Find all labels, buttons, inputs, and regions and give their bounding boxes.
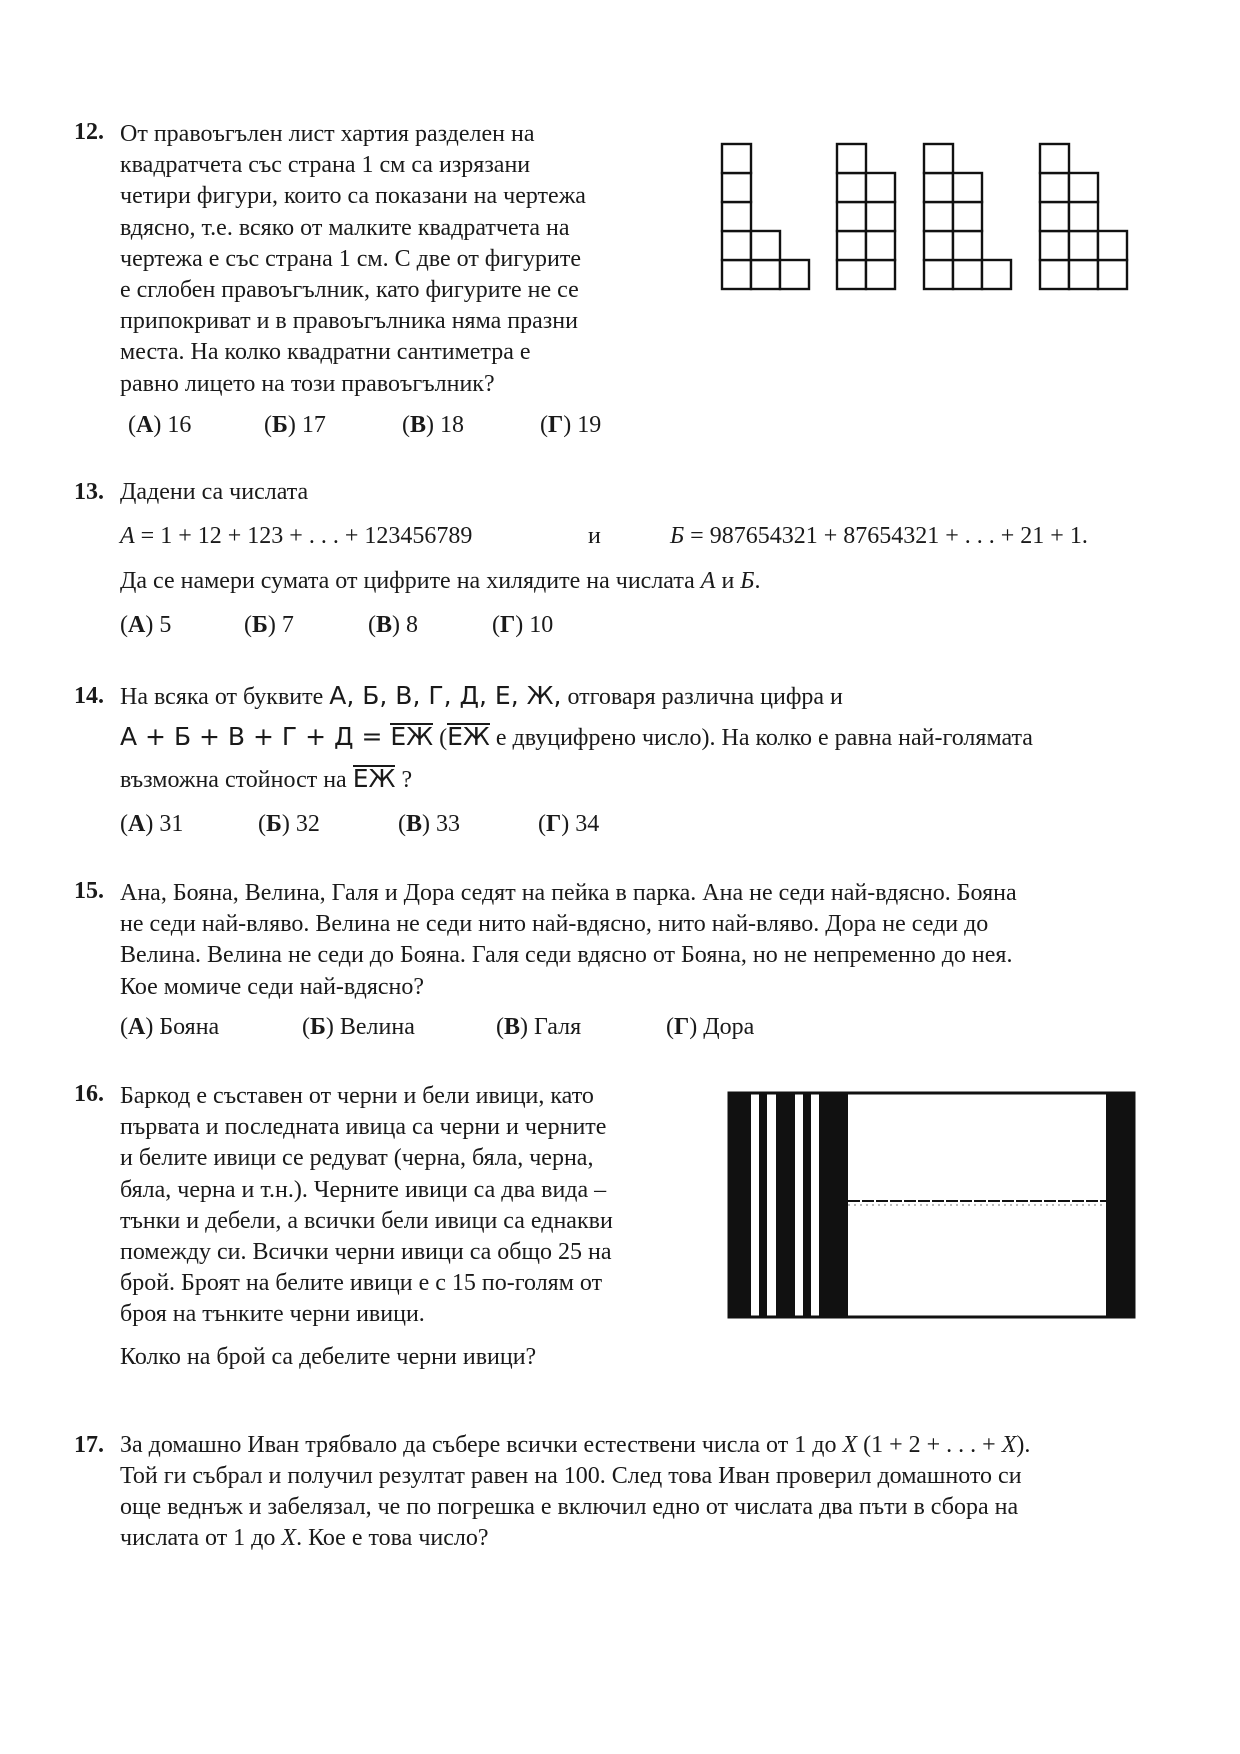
option-b: (Б) Велина [302, 1014, 415, 1040]
grid-cell [982, 260, 1011, 289]
question-number-14: 14. [74, 683, 104, 709]
question-17-line-3: още веднъж и забелязал, че по погрешка е включил едно от числата два пъти в сбора на [120, 1494, 1019, 1520]
grid-cell [837, 231, 866, 260]
grid-cell [1040, 144, 1069, 173]
grid-cell [722, 231, 751, 260]
grid-cell [866, 260, 895, 289]
conjunction-and: и [588, 523, 601, 549]
barcode-thick-stripe [819, 1093, 848, 1317]
grid-cell [1069, 231, 1098, 260]
grid-cell [722, 202, 751, 231]
grid-cell [924, 144, 953, 173]
grid-cell [953, 202, 982, 231]
option-d: (Г) Дора [666, 1014, 755, 1040]
grid-cell [837, 144, 866, 173]
question-12-line: четири фигури, които са показани на чертежа [120, 183, 586, 210]
grid-cell [953, 173, 982, 202]
option-a: (А) Бояна [120, 1014, 220, 1040]
grid-cell [722, 144, 751, 173]
question-12-line: квадратчета със страна 1 см са изрязани [120, 152, 531, 179]
grid-cell [722, 173, 751, 202]
question-15-line: Велина. Велина не седи до Бояна. Галя седи вдясно от Бояна, но не непременно до нея. [120, 942, 1013, 969]
barcode-thick-stripe [776, 1093, 795, 1317]
grid-cell [1040, 173, 1069, 202]
number-b-definition: Б = 987654321 + 87654321 + . . . + 21 + 1. [670, 523, 1088, 549]
ezh-overline: ЕЖ [352, 764, 396, 793]
barcode-thin-stripe [759, 1093, 767, 1317]
question-17-line-1: За домашно Иван трябвало да събере всички естествени числа от 1 до X (1 + 2 + . . . + X). [120, 1432, 1031, 1458]
option-b: (Б) 17 [264, 412, 326, 438]
grid-cell [722, 260, 751, 289]
barcode-thin-stripe [803, 1093, 811, 1317]
grid-figure [722, 144, 809, 289]
ezh-overline: ЕЖ [390, 722, 434, 751]
grid-cell [1098, 260, 1127, 289]
question-14-line-3: възможна стойност на ЕЖ ? [120, 764, 413, 793]
option-c: (В) 18 [402, 412, 465, 438]
question-number-12: 12. [74, 119, 104, 145]
option-a: (А) 31 [120, 811, 184, 837]
option-c: (В) Галя [496, 1014, 582, 1040]
option-b: (Б) 32 [258, 811, 320, 837]
option-a: (А) 5 [120, 612, 172, 638]
question-16-line: брой. Броят на белите ивици е с 15 по-голям от [120, 1270, 603, 1297]
grid-cell [866, 231, 895, 260]
barcode-thick-stripe [729, 1093, 751, 1317]
grid-figure [1040, 144, 1127, 289]
question-15-text [120, 878, 1160, 1003]
grid-cell [924, 202, 953, 231]
number-a-definition: A = 1 + 12 + 123 + . . . + 123456789 [120, 523, 473, 549]
question-16-line: помежду си. Всички черни ивици са общо 25 на [120, 1239, 612, 1266]
question-number-16: 16. [74, 1081, 104, 1107]
option-d: (Г) 19 [540, 412, 602, 438]
grid-cell [924, 260, 953, 289]
grid-cell [1040, 231, 1069, 260]
grid-cell [751, 260, 780, 289]
grid-cell [1069, 260, 1098, 289]
grid-cell [837, 202, 866, 231]
question-16-line: и белите ивици се редуват (черна, бяла, черна, [120, 1145, 594, 1172]
question-17-line-4: числата от 1 до X. Кое е това число? [120, 1525, 489, 1551]
grid-cell [924, 231, 953, 260]
grid-cell [780, 260, 809, 289]
question-14-line-1: На всяка от буквите А, Б, В, Г, Д, Е, Ж, отговаря различна цифра и [120, 681, 843, 710]
question-15-line: Кое момиче седи най-вдясно? [120, 973, 425, 1000]
question-16-line: бяла, черна и т.н.). Черните ивици са два вида – [120, 1176, 607, 1203]
question-16-line: първата и последната ивица са черни и черните [120, 1114, 607, 1141]
question-14-line-2: А + Б + В + Г + Д = ЕЖ (ЕЖ е двуцифрено число). На колко е равна най-голямата [120, 722, 1033, 751]
question-13-question: Да се намери сумата от цифрите на хилядите на числата A и Б. [120, 568, 761, 594]
question-number-15: 15. [74, 878, 104, 904]
grid-cell [1098, 231, 1127, 260]
question-number-17: 17. [74, 1432, 104, 1458]
question-15-line: не седи най-вляво. Велина не седи нито най-вдясно, нито най-вляво. Дора не седи до [120, 911, 989, 938]
grid-cell [1069, 202, 1098, 231]
question-17-line-2: Той ги събрал и получил резултат равен на 100. След това Иван проверил домашното си [120, 1463, 1022, 1489]
question-15-line: Ана, Бояна, Велина, Галя и Дора седят на пейка в парка. Ана не седи най-вдясно. Бояна [120, 880, 1017, 906]
question-13-intro: Дадени са числата [120, 479, 309, 505]
question-16-line: тънки и дебели, а всички бели ивици са еднакви [120, 1207, 613, 1234]
option-c: (В) 33 [398, 811, 461, 837]
grid-cell [924, 173, 953, 202]
option-c: (В) 8 [368, 612, 419, 638]
grid-cell [1040, 260, 1069, 289]
option-d: (Г) 34 [538, 811, 600, 837]
question-16-line: броя на тънките черни ивици. [120, 1301, 425, 1328]
question-12-figures [720, 140, 1140, 300]
question-12-line: припокриват и в правоъгълника няма празни [120, 308, 578, 335]
question-16-question: Колко на брой са дебелите черни ивици? [120, 1344, 537, 1370]
question-16-text [120, 1081, 700, 1331]
grid-cell [866, 202, 895, 231]
grid-cell [1069, 173, 1098, 202]
question-12-text [120, 119, 680, 400]
option-b: (Б) 7 [244, 612, 294, 638]
question-12-line: места. На колко квадратни сантиметра е [120, 339, 531, 366]
barcode-thick-stripe [1106, 1093, 1134, 1317]
question-16-line: Баркод е съставен от черни и бели ивици, като [120, 1083, 594, 1109]
option-a: (А) 16 [128, 412, 192, 438]
grid-cell [837, 173, 866, 202]
ezh-overline: ЕЖ [447, 722, 490, 751]
grid-cell [1040, 202, 1069, 231]
grid-cell [866, 173, 895, 202]
question-12-line: е сглобен правоъгълник, като фигурите не се [120, 277, 579, 304]
question-number-13: 13. [74, 479, 104, 505]
question-12-line: чертежа е със страна 1 см. С две от фигурите [120, 245, 582, 272]
grid-cell [953, 260, 982, 289]
barcode-figure [708, 1072, 1160, 1324]
question-12-line: От правоъгълен лист хартия разделен на [120, 121, 535, 147]
grid-cell [751, 231, 780, 260]
grid-cell [837, 260, 866, 289]
question-12-line: равно лицето на този правоъгълник? [120, 370, 495, 397]
grid-figure [837, 144, 895, 289]
grid-cell [953, 231, 982, 260]
grid-figure [924, 144, 1011, 289]
question-12-line: вдясно, т.е. всяко от малките квадратчета на [120, 214, 570, 241]
option-d: (Г) 10 [492, 612, 554, 638]
